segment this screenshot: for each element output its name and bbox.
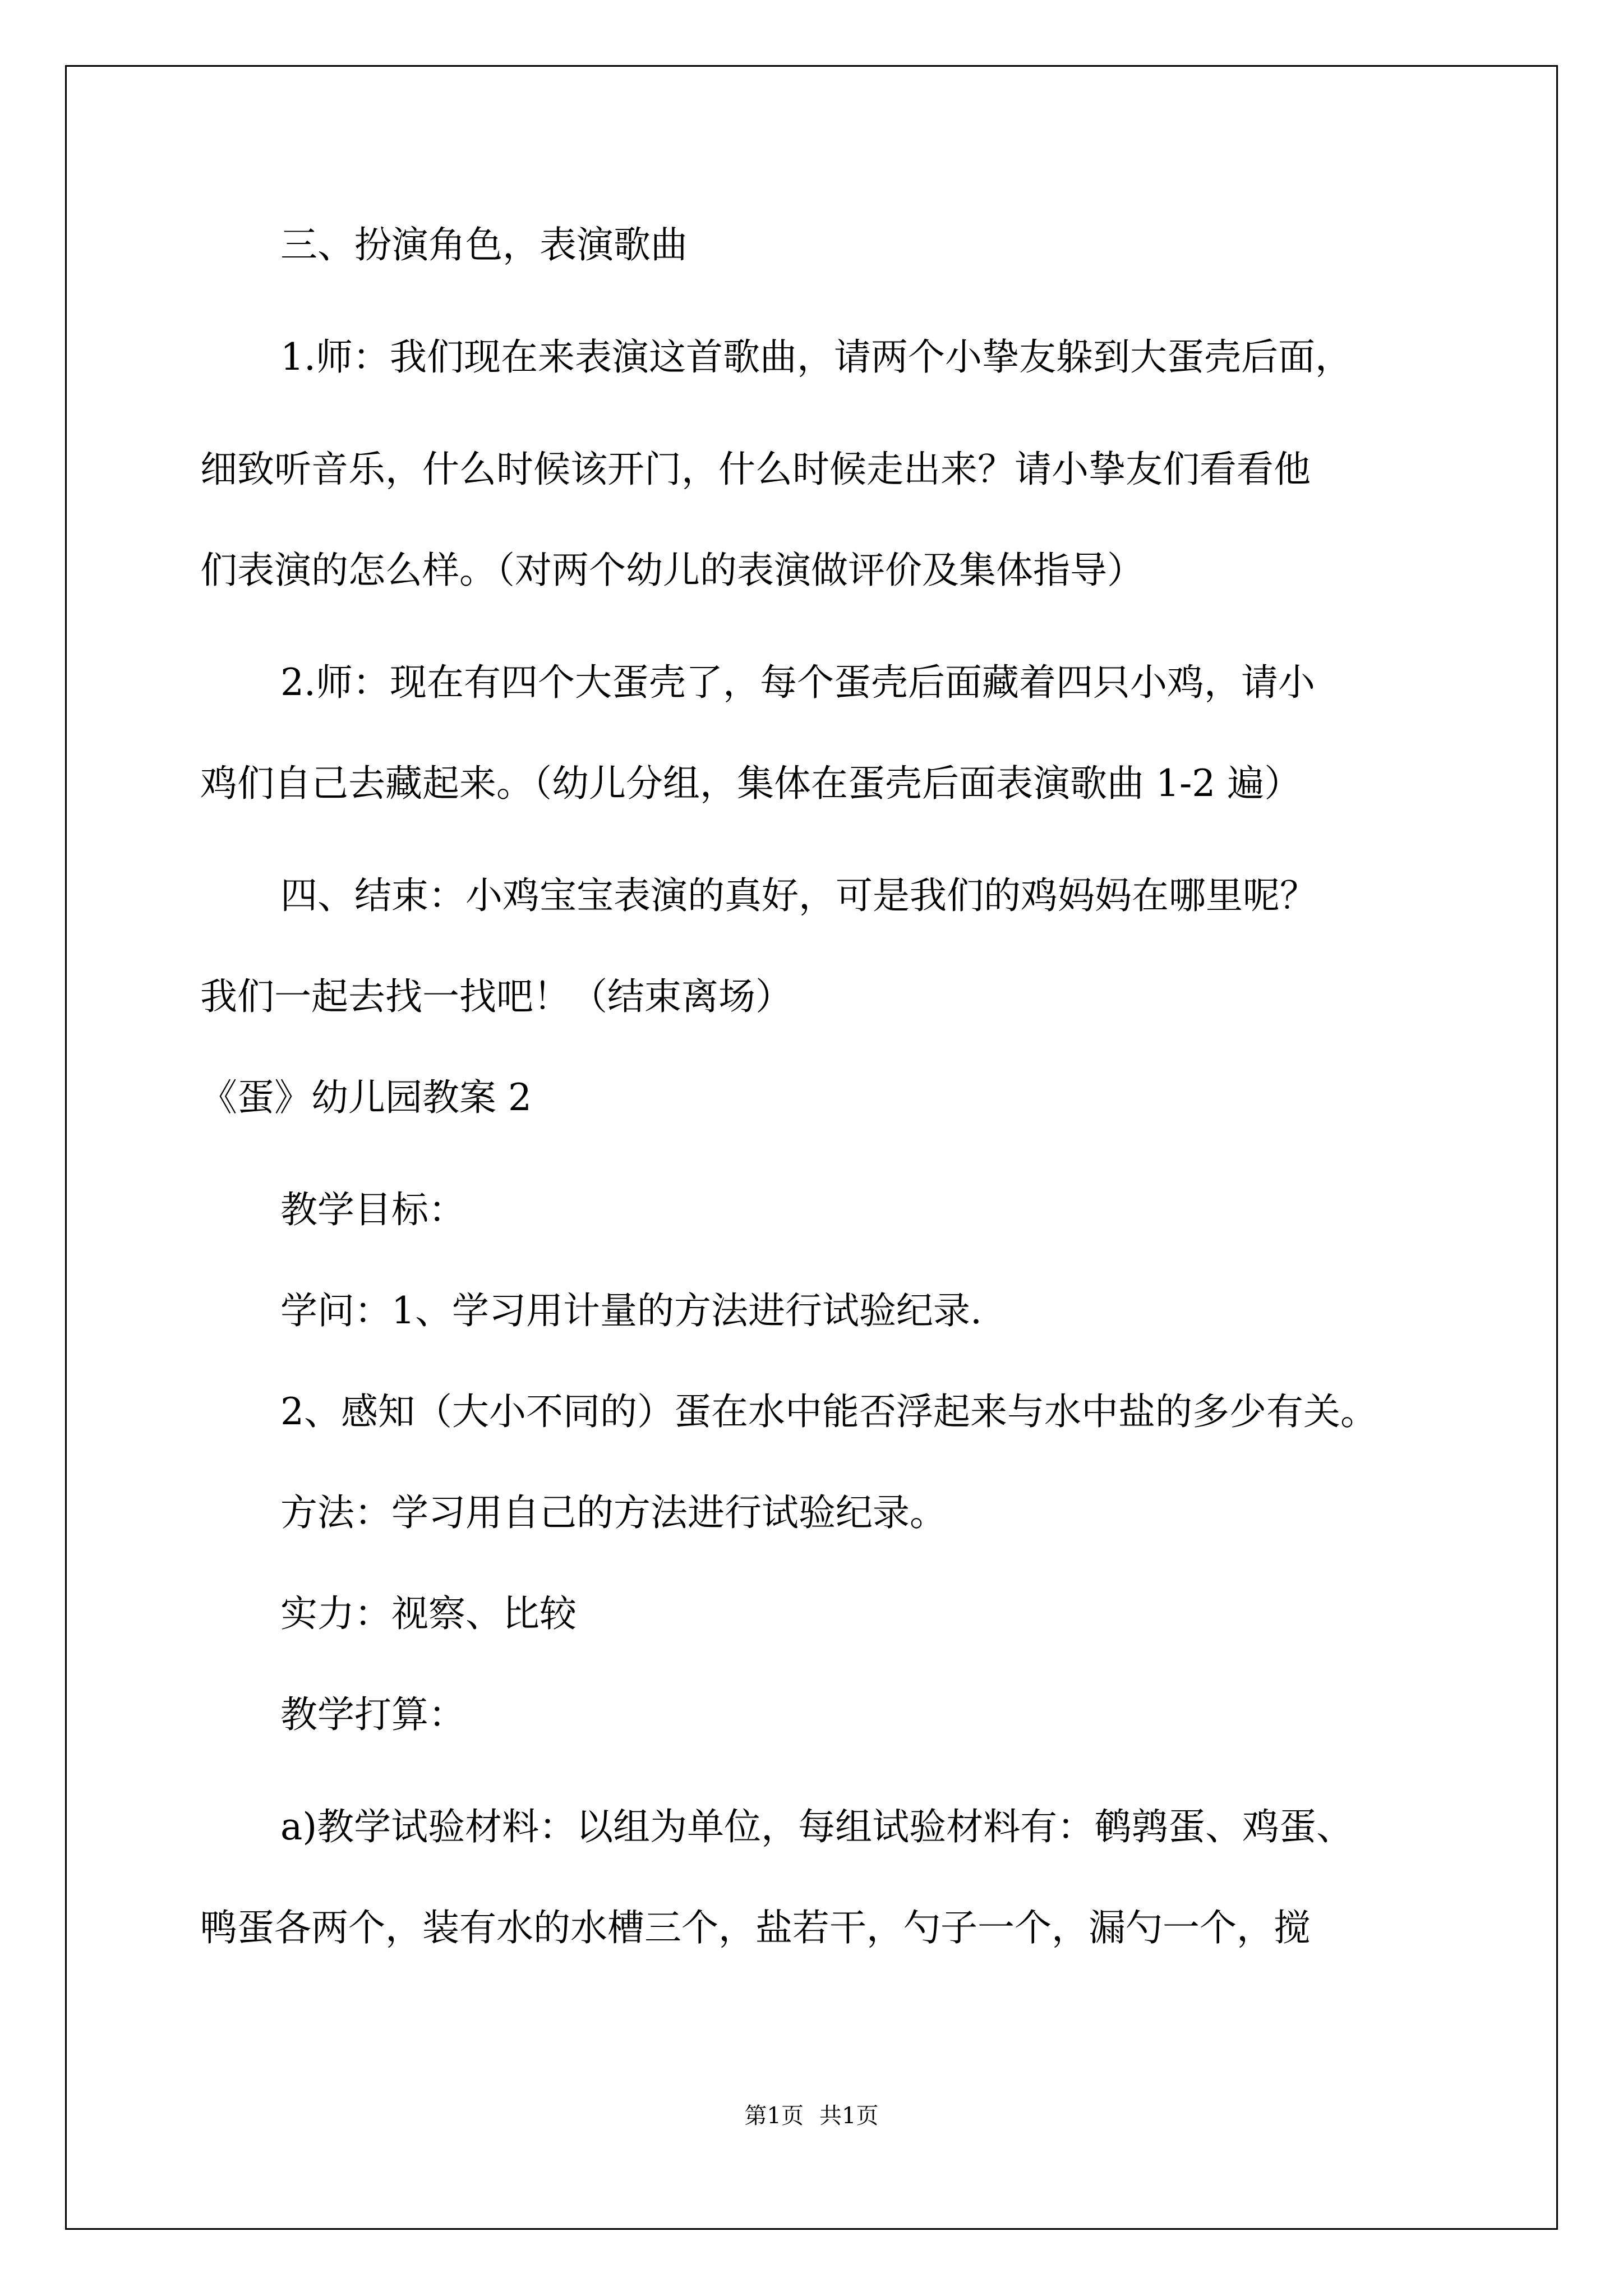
page-total: 共1页 <box>819 2103 879 2129</box>
text-line-7: 四、结束：小鸡宝宝表演的真好，可是我们的鸡妈妈在哪里呢？ <box>280 874 1317 917</box>
text-line-13: 方法：学习用自己的方法进行试验纪录。 <box>280 1491 947 1534</box>
text-line-8: 我们一起去找一找吧！（结束离场） <box>200 975 792 1018</box>
page-number: 第1页 <box>744 2103 804 2129</box>
text-line-2: 1.师：我们现在来表演这首歌曲，请两个小挚友躲到大蛋壳后面， <box>280 335 1352 379</box>
text-line-10: 教学目标： <box>280 1188 465 1231</box>
text-line-5: 2.师：现在有四个大蛋壳了，每个蛋壳后面藏着四只小鸡，请小 <box>280 661 1315 704</box>
text-line-3: 细致听音乐，什么时候该开门，什么时候走出来？请小挚友们看看他 <box>200 448 1311 491</box>
text-line-12: 2、感知（大小不同的）蛋在水中能否浮起来与水中盐的多少有关。 <box>280 1390 1377 1433</box>
text-line-16: a)教学试验材料：以组为单位，每组试验材料有：鹌鹑蛋、鸡蛋、 <box>280 1805 1354 1848</box>
text-line-6: 鸡们自己去藏起来。（幼儿分组，集体在蛋壳后面表演歌曲 1-2 遍） <box>200 762 1302 805</box>
text-line-15: 教学打算： <box>280 1693 465 1736</box>
text-line-17: 鸭蛋各两个，装有水的水槽三个，盐若干，勺子一个，漏勺一个，搅 <box>200 1906 1311 1949</box>
text-line-4: 们表演的怎么样。（对两个幼儿的表演做评价及集体指导） <box>200 549 1144 592</box>
text-line-14: 实力：视察、比较 <box>280 1592 577 1635</box>
text-line-1: 三、扮演角色，表演歌曲 <box>280 223 688 266</box>
section-heading: 《蛋》幼儿园教案 2 <box>200 1076 532 1119</box>
text-line-11: 学问：1、学习用计量的方法进行试验纪录. <box>280 1289 982 1332</box>
page-footer <box>0 2099 1623 2133</box>
